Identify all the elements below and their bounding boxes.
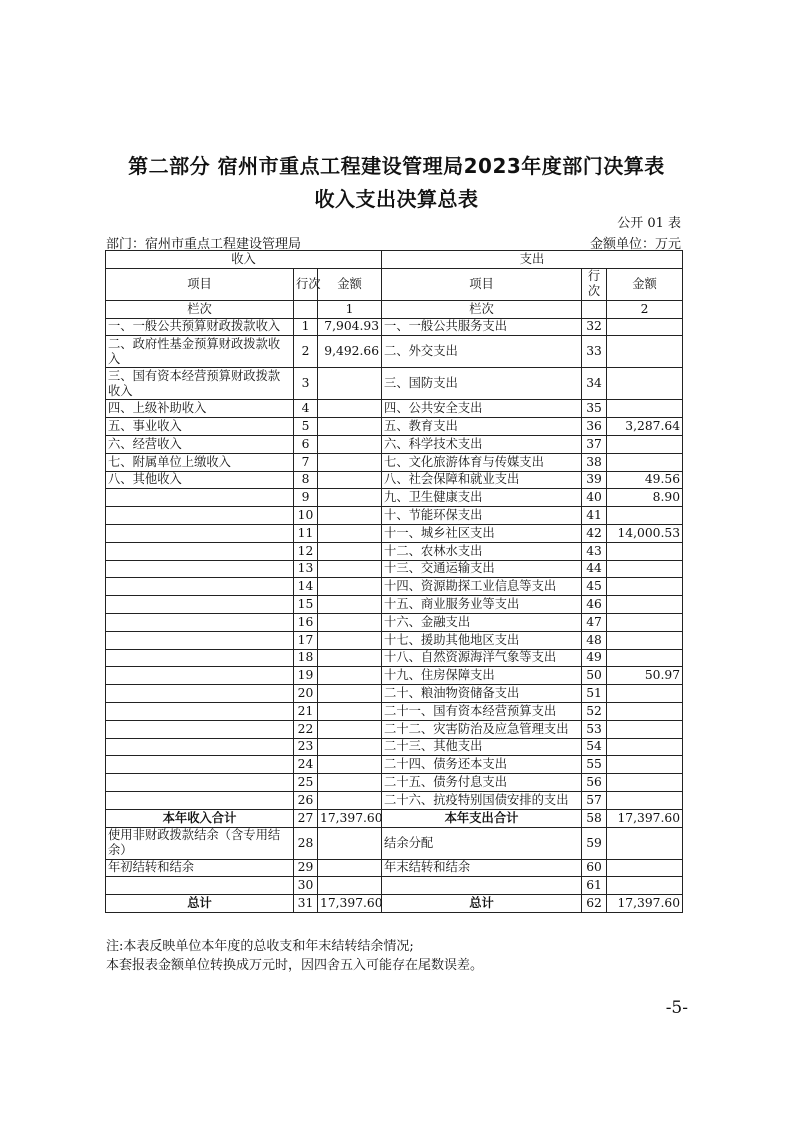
income-item-cell: 年初结转和结余: [106, 859, 294, 877]
expenditure-row-no-cell: 47: [582, 613, 607, 631]
income-row-no-cell: 14: [294, 578, 318, 596]
table-row: [106, 756, 683, 774]
expenditure-row-no-cell: 55: [582, 756, 607, 774]
income-item-cell: 六、经营收入: [106, 435, 294, 453]
income-item-cell: 八、其他收入: [106, 471, 294, 489]
income-amount-cell: [318, 774, 382, 792]
table-row: [106, 435, 683, 453]
page-title: 第二部分 宿州市重点工程建设管理局2023年度部门决算表: [128, 154, 665, 178]
expenditure-item-cell: 十七、援助其他地区支出: [382, 631, 582, 649]
income-item-cell: 七、附属单位上缴收入: [106, 453, 294, 471]
income-expenditure-table: [105, 250, 683, 913]
table-row: [106, 809, 683, 827]
table-row: [106, 400, 683, 418]
expenditure-row-no-cell: 48: [582, 631, 607, 649]
expenditure-row-no-cell: 34: [582, 368, 607, 400]
expenditure-row-no-cell: 54: [582, 738, 607, 756]
income-row-no-cell: 26: [294, 791, 318, 809]
expenditure-row-no-cell: 58: [582, 809, 607, 827]
income-amount-header: 金额: [318, 268, 382, 300]
note-line: 注:本表反映单位本年度的总收支和年末结转结余情况;: [106, 939, 414, 954]
income-row-no-cell: 20: [294, 685, 318, 703]
income-item-cell: 本年收入合计: [106, 809, 294, 827]
table-row: [106, 720, 683, 738]
expenditure-item-cell: 十九、住房保障支出: [382, 667, 582, 685]
income-row-no-cell: 21: [294, 702, 318, 720]
expenditure-item-header: 项目: [382, 268, 582, 300]
expenditure-amount-cell: [607, 649, 683, 667]
income-row-no-cell: 6: [294, 435, 318, 453]
expenditure-item-cell: 年末结转和结余: [382, 859, 582, 877]
income-amount-cell: [318, 368, 382, 400]
section-header-row: [106, 251, 683, 269]
income-item-cell: [106, 578, 294, 596]
income-amount-cell: [318, 649, 382, 667]
table-row: [106, 578, 683, 596]
expenditure-row-no-cell: 57: [582, 791, 607, 809]
expenditure-item-cell: 二十、粮油物资储备支出: [382, 685, 582, 703]
income-row-no-cell: 30: [294, 877, 318, 895]
income-row-no-cell: 23: [294, 738, 318, 756]
table-row: [106, 667, 683, 685]
income-amount-cell: [318, 827, 382, 859]
income-row-no-cell: 8: [294, 471, 318, 489]
expenditure-amount-cell: 14,000.53: [607, 524, 683, 542]
expenditure-item-cell: 八、社会保障和就业支出: [382, 471, 582, 489]
expenditure-row-no-cell: 41: [582, 507, 607, 525]
expenditure-item-cell: 七、文化旅游体育与传媒支出: [382, 453, 582, 471]
expenditure-amount-cell: [607, 720, 683, 738]
table-row: [106, 453, 683, 471]
expenditure-row-no-cell: 49: [582, 649, 607, 667]
expenditure-row-no-cell: 40: [582, 489, 607, 507]
expenditure-item-cell: 十、节能环保支出: [382, 507, 582, 525]
expenditure-amount-cell: [607, 542, 683, 560]
table-row: [106, 418, 683, 436]
table-row: [106, 738, 683, 756]
income-row-no-cell: 16: [294, 613, 318, 631]
income-amount-cell: [318, 720, 382, 738]
expenditure-row-no-cell: 46: [582, 596, 607, 614]
expenditure-item-cell: 六、科学技术支出: [382, 435, 582, 453]
expenditure-row-no-cell: 35: [582, 400, 607, 418]
expenditure-row-no-cell: 52: [582, 702, 607, 720]
expenditure-amount-cell: [607, 791, 683, 809]
expenditure-item-cell: 五、教育支出: [382, 418, 582, 436]
expenditure-amount-cell: 8.90: [607, 489, 683, 507]
income-row-no-cell: 17: [294, 631, 318, 649]
income-item-cell: [106, 667, 294, 685]
income-row-no-cell: 27: [294, 809, 318, 827]
expenditure-amount-cell: 3,287.64: [607, 418, 683, 436]
income-amount-cell: [318, 877, 382, 895]
income-row-no-cell: 28: [294, 827, 318, 859]
amount-unit-label: 金额单位：万元: [589, 237, 681, 252]
expenditure-amount-cell: [607, 631, 683, 649]
page-number: -5-: [665, 998, 688, 1018]
income-row-no-cell: 31: [294, 895, 318, 913]
expenditure-item-cell: 十一、城乡社区支出: [382, 524, 582, 542]
income-row-no-cell: 22: [294, 720, 318, 738]
expenditure-amount-cell: 49.56: [607, 471, 683, 489]
table-row: [106, 827, 683, 859]
expenditure-row-no-cell: 53: [582, 720, 607, 738]
table-row: [106, 368, 683, 400]
expenditure-amount-cell: [607, 368, 683, 400]
income-item-cell: [106, 596, 294, 614]
income-item-cell: [106, 542, 294, 560]
income-amount-cell: [318, 418, 382, 436]
income-row-no-cell: 5: [294, 418, 318, 436]
expenditure-row-no-header: 行 次: [582, 268, 607, 300]
expenditure-row-no-cell: 59: [582, 827, 607, 859]
income-item-cell: [106, 649, 294, 667]
expenditure-row-no-cell: 45: [582, 578, 607, 596]
expenditure-amount-cell: 50.97: [607, 667, 683, 685]
table-row: [106, 596, 683, 614]
income-item-cell: [106, 791, 294, 809]
expenditure-row-no-cell: 37: [582, 435, 607, 453]
table-row: [106, 877, 683, 895]
income-row-no-cell: 9: [294, 489, 318, 507]
department-label: 部门：宿州市重点工程建设管理局: [106, 237, 302, 252]
income-amount-cell: [318, 489, 382, 507]
income-item-cell: [106, 738, 294, 756]
income-amount-cell: [318, 756, 382, 774]
expenditure-amount-cell: [607, 400, 683, 418]
expenditure-row-no-cell: 61: [582, 877, 607, 895]
expenditure-amount-cell: [607, 877, 683, 895]
income-amount-cell: [318, 400, 382, 418]
income-item-cell: [106, 613, 294, 631]
income-item-cell: [106, 560, 294, 578]
income-item-cell: 二、政府性基金预算财政拨款收入: [106, 336, 294, 368]
column-header-row: [106, 268, 683, 300]
income-row-no-cell: 18: [294, 649, 318, 667]
income-item-cell: [106, 774, 294, 792]
expenditure-section-header: 支出: [382, 251, 683, 269]
expenditure-amount-cell: 17,397.60: [607, 895, 683, 913]
table-row: [106, 318, 683, 336]
table-row: [106, 702, 683, 720]
expenditure-row-no-cell: 62: [582, 895, 607, 913]
income-amount-cell: [318, 631, 382, 649]
expenditure-amount-cell: [607, 507, 683, 525]
income-amount-cell: [318, 685, 382, 703]
income-item-cell: [106, 685, 294, 703]
expenditure-amount-cell: [607, 859, 683, 877]
income-row-no-cell: 15: [294, 596, 318, 614]
expenditure-item-cell: 九、卫生健康支出: [382, 489, 582, 507]
income-row-no-cell: 10: [294, 507, 318, 525]
income-item-cell: [106, 507, 294, 525]
income-item-cell: [106, 524, 294, 542]
income-item-header: 项目: [106, 268, 294, 300]
expenditure-item-cell: 一、一般公共服务支出: [382, 318, 582, 336]
expenditure-amount-header: 金额: [607, 268, 683, 300]
income-row-no-cell: 19: [294, 667, 318, 685]
table-row: [106, 774, 683, 792]
income-item-cell: 三、国有资本经营预算财政拨款收入: [106, 368, 294, 400]
income-item-cell: [106, 720, 294, 738]
income-amount-cell: [318, 578, 382, 596]
table-row: [106, 471, 683, 489]
income-amount-cell: [318, 613, 382, 631]
table-row: [106, 631, 683, 649]
table-row: [106, 336, 683, 368]
table-row: [106, 560, 683, 578]
expenditure-item-cell: 十三、交通运输支出: [382, 560, 582, 578]
table-row: [106, 507, 683, 525]
expenditure-row-no-cell: 60: [582, 859, 607, 877]
expenditure-amount-cell: [607, 318, 683, 336]
income-amount-cell: [318, 542, 382, 560]
expenditure-row-no-cell: 51: [582, 685, 607, 703]
expenditure-item-cell: 十六、金融支出: [382, 613, 582, 631]
expenditure-item-cell: 十四、资源勘探工业信息等支出: [382, 578, 582, 596]
expenditure-item-cell: 二十二、灾害防治及应急管理支出: [382, 720, 582, 738]
income-amount-cell: [318, 738, 382, 756]
income-row-no-cell: 25: [294, 774, 318, 792]
income-amount-cell: [318, 507, 382, 525]
table-row: [106, 859, 683, 877]
note-line: 本套报表金额单位转换成万元时，因四舍五入可能存在尾数误差。: [106, 958, 484, 973]
income-amount-cell: [318, 471, 382, 489]
table-row: [106, 791, 683, 809]
expenditure-column-number: 2: [607, 300, 683, 318]
expenditure-item-cell: 二十三、其他支出: [382, 738, 582, 756]
income-amount-cell: [318, 560, 382, 578]
expenditure-item-cell: 二、外交支出: [382, 336, 582, 368]
expenditure-row-no-cell: 56: [582, 774, 607, 792]
income-amount-cell: [318, 435, 382, 453]
expenditure-amount-cell: [607, 578, 683, 596]
income-item-cell: [106, 702, 294, 720]
table-row: [106, 542, 683, 560]
expenditure-amount-cell: [607, 453, 683, 471]
income-amount-cell: [318, 702, 382, 720]
expenditure-row-no-cell: 44: [582, 560, 607, 578]
income-item-cell: 四、上级补助收入: [106, 400, 294, 418]
expenditure-lanci-label: 栏次: [382, 300, 582, 318]
income-item-cell: 使用非财政拨款结余（含专用结余）: [106, 827, 294, 859]
income-row-no-cell: 3: [294, 368, 318, 400]
expenditure-item-cell: 十五、商业服务业等支出: [382, 596, 582, 614]
income-row-no-cell: 1: [294, 318, 318, 336]
expenditure-row-no-cell: 43: [582, 542, 607, 560]
expenditure-item-cell: 四、公共安全支出: [382, 400, 582, 418]
table-title: 收入支出决算总表: [314, 187, 479, 211]
income-row-no-header: 行次: [294, 268, 318, 300]
expenditure-item-cell: 二十一、国有资本经营预算支出: [382, 702, 582, 720]
income-amount-cell: [318, 596, 382, 614]
expenditure-amount-cell: [607, 756, 683, 774]
expenditure-item-cell: 十八、自然资源海洋气象等支出: [382, 649, 582, 667]
income-item-cell: [106, 877, 294, 895]
expenditure-amount-cell: [607, 560, 683, 578]
expenditure-amount-cell: [607, 774, 683, 792]
expenditure-amount-cell: [607, 738, 683, 756]
column-number-row: [106, 300, 683, 318]
expenditure-amount-cell: [607, 435, 683, 453]
income-item-cell: 五、事业收入: [106, 418, 294, 436]
income-amount-cell: 17,397.60: [318, 809, 382, 827]
expenditure-row-no-cell: 36: [582, 418, 607, 436]
income-section-header: 收入: [106, 251, 382, 269]
expenditure-item-cell: [382, 877, 582, 895]
table-row: [106, 685, 683, 703]
income-item-cell: [106, 489, 294, 507]
income-amount-cell: [318, 791, 382, 809]
expenditure-row-no-cell: 39: [582, 471, 607, 489]
expenditure-amount-cell: [607, 596, 683, 614]
table-row: [106, 613, 683, 631]
income-item-cell: 总计: [106, 895, 294, 913]
expenditure-row-no-cell: 50: [582, 667, 607, 685]
expenditure-row-no-cell: 33: [582, 336, 607, 368]
income-amount-cell: [318, 859, 382, 877]
income-item-cell: [106, 756, 294, 774]
income-amount-cell: [318, 453, 382, 471]
income-row-no-cell: 11: [294, 524, 318, 542]
income-amount-cell: 7,904.93: [318, 318, 382, 336]
income-row-no-cell: 29: [294, 859, 318, 877]
expenditure-item-cell: 十二、农林水支出: [382, 542, 582, 560]
income-lanci-label: 栏次: [106, 300, 294, 318]
income-row-no-cell: 24: [294, 756, 318, 774]
expenditure-item-cell: 二十六、抗疫特别国债安排的支出: [382, 791, 582, 809]
expenditure-amount-cell: [607, 702, 683, 720]
table-row: [106, 649, 683, 667]
income-item-cell: 一、一般公共预算财政拨款收入: [106, 318, 294, 336]
table-row: [106, 895, 683, 913]
expenditure-amount-cell: [607, 613, 683, 631]
expenditure-row-no-cell: 32: [582, 318, 607, 336]
income-row-no-cell: 4: [294, 400, 318, 418]
expenditure-row-no-cell: 42: [582, 524, 607, 542]
table-row: [106, 489, 683, 507]
expenditure-amount-cell: [607, 827, 683, 859]
income-row-no-cell: 13: [294, 560, 318, 578]
income-amount-cell: [318, 667, 382, 685]
income-row-no-cell: 7: [294, 453, 318, 471]
expenditure-amount-cell: [607, 336, 683, 368]
expenditure-row-no-cell: 38: [582, 453, 607, 471]
table-row: [106, 524, 683, 542]
income-item-cell: [106, 631, 294, 649]
expenditure-amount-cell: [607, 685, 683, 703]
expenditure-item-cell: 二十四、债务还本支出: [382, 756, 582, 774]
income-row-no-cell: 2: [294, 336, 318, 368]
income-amount-cell: [318, 524, 382, 542]
income-column-number: 1: [318, 300, 382, 318]
table-notes: [106, 937, 483, 975]
expenditure-item-cell: 本年支出合计: [382, 809, 582, 827]
income-amount-cell: 9,492.66: [318, 336, 382, 368]
expenditure-item-cell: 三、国防支出: [382, 368, 582, 400]
income-row-no-cell: 12: [294, 542, 318, 560]
expenditure-amount-cell: 17,397.60: [607, 809, 683, 827]
expenditure-item-cell: 二十五、债务付息支出: [382, 774, 582, 792]
form-id: 公开 01 表: [617, 216, 681, 231]
expenditure-item-cell: 总计: [382, 895, 582, 913]
income-amount-cell: 17,397.60: [318, 895, 382, 913]
expenditure-item-cell: 结余分配: [382, 827, 582, 859]
